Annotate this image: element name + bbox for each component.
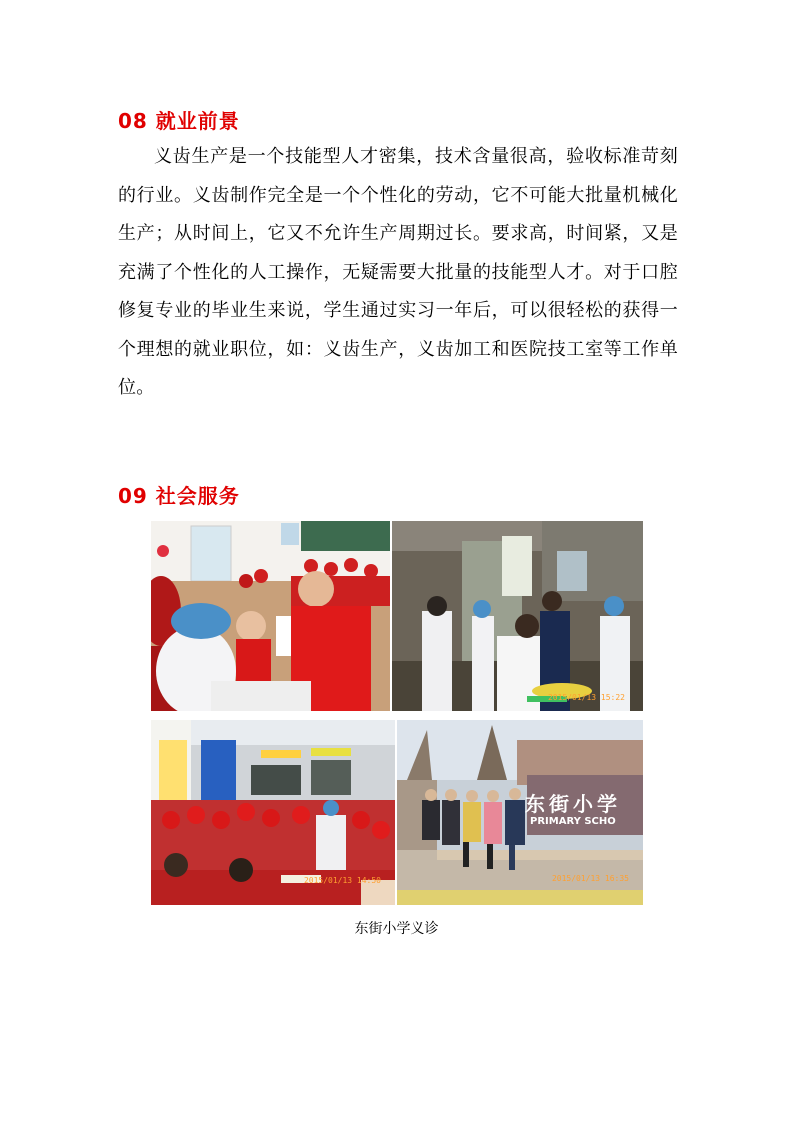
photo-group-school-gate xyxy=(397,720,643,905)
school-sign-english: PRIMARY SCHO xyxy=(530,816,616,827)
photo-timestamp: 2015/01/13 14:50 xyxy=(303,876,381,885)
photo-timestamp: 2015/01/13 16:35 xyxy=(551,874,629,883)
photo-classroom-students xyxy=(151,720,395,905)
school-sign-chinese: 东街小学 xyxy=(525,792,621,816)
employment-paragraph: 义齿生产是一个技能型人才密集，技术含量很高，验收标准苛刻的行业。义齿制作完全是一个个性化的劳动，它不可能大批量机械化生产；从时间上，它又不允许生产周期过长。要求高，时间紧，又是充满了个性化的人工操作，无疑需要大批量的技能型人才。对于口腔修复专业的毕业生来说，学生通过实习一年后，可以很轻松的获得一个理想的就业职位，如：义齿生产，义齿加工和医院技工室等工作单位。 xyxy=(118,146,678,398)
section-heading-service: 09 社会服务 xyxy=(118,484,240,508)
section-heading-employment: 08 就业前景 xyxy=(118,109,240,133)
photo-timestamp: 2015/01/13 15:22 xyxy=(547,693,625,702)
photo-caption: 东街小学义诊 xyxy=(354,921,439,937)
photo-hallway-staff xyxy=(392,521,643,711)
photo-dental-check-classroom xyxy=(151,521,390,711)
